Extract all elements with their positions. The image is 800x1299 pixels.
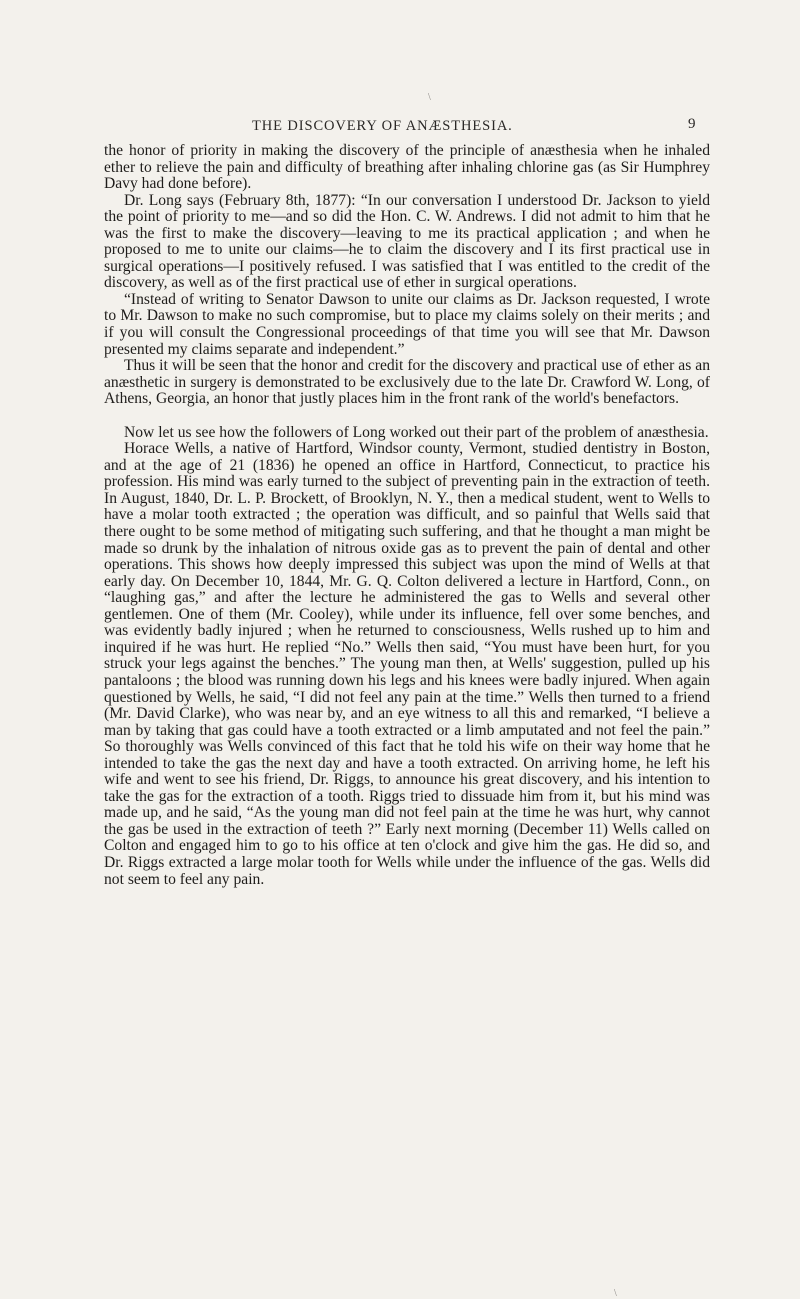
paragraph: Now let us see how the followers of Long worked out their part of the problem of anæsthesia. <box>124 423 709 441</box>
paragraph: Dr. Long says (February 8th, 1877): “In our conversation I understood Dr. Jackson to yield the point of priority to me—and so did the Hon. C. W. Andrews. I did not admit to him that he was the first to make the discovery—leaving to me its practical application ; and when he proposed to me to unite our claims—he to claim the discovery and I its first practical use in surgical operations—I positively refused. I was satisfied that I was entitled to the credit of the discovery, as well as of the first practical use of ether in surgical operations. <box>104 191 710 292</box>
scan-mark: \ <box>614 1288 617 1299</box>
page-number: 9 <box>688 116 696 132</box>
body-text <box>104 143 710 888</box>
running-head: THE DISCOVERY OF ANÆSTHESIA. <box>252 118 513 134</box>
paragraph: Horace Wells, a native of Hartford, Windsor county, Vermont, studied dentistry in Boston, and at the age of 21 (1836) he opened an office in Hartford, Connecticut, to practice his profession. His mind was early turned to the subject of preventing pain in the extraction of teeth. In August, 1840, Dr. L. P. Brockett, of Brooklyn, N. Y., then a medical student, went to Wells to have a molar tooth extracted ; the operation was difficult, and so painful that Wells said that there ought to be some method of mitigating such suffering, and that he thought a man might be made so drunk by the inhalation of nitrous oxide gas as to prevent the pain of dental and other operations. This shows how deeply impressed this subject was upon the mind of Wells at that early day. On December 10, 1844, Mr. G. Q. Colton delivered a lecture in Hartford, Conn., on “laughing gas,” and after the lecture he administered the gas to Wells and several other gentlemen. One of them (Mr. Cooley), while under its influence, fell over some benches, and was evidently badly injured ; when he returned to consciousness, Wells rushed up to him and inquired if he was hurt. He replied “No.” Wells then said, “You must have been hurt, for you struck your legs against the benches.” The young man then, at Wells' suggestion, pulled up his pantaloons ; the blood was running down his legs and his knees were badly injured. When again questioned by Wells, he said, “I did not feel any pain at the time.” Wells then turned to a friend (Mr. David Clarke), who was near by, and an eye witness to all this and remarked, “I believe a man by taking that gas could have a tooth extracted or a limb amputated and not feel the pain.” So thoroughly was Wells convinced of this fact that he told his wife on their way home that he intended to take the gas the next day and have a tooth extracted. On arriving home, he left his wife and went to see his friend, Dr. Riggs, to announce his great discovery, and his intention to take the gas for the extraction of a tooth. Riggs tried to dissuade him from it, but his mind was made up, and he said, “As the young man did not feel pain at the time he was hurt, why cannot the gas be used in the extraction of teeth ?” Early next morning (December 11) Wells called on Colton and engaged him to go to his office at ten o'clock and give him the gas. He did so, and Dr. Riggs extracted a large molar tooth for Wells while under the influence of the gas. Wells did not seem to feel any pain. <box>104 440 710 888</box>
scan-mark: \ <box>428 92 431 103</box>
paragraph: the honor of priority in making the discovery of the principle of anæsthesia when he inhaled ether to relieve the pain and difficulty of breathing after inhaling chlorine gas (as Sir Humphrey Davy had done before). <box>104 142 710 193</box>
paragraph: “Instead of writing to Senator Dawson to unite our claims as Dr. Jackson requested, I wrote to Mr. Dawson to make no such compromise, but to place my claims solely on their merits ; and if you will consult the Congressional proceedings of that time you will see that Mr. Dawson presented my claims separate and independent.” <box>104 290 710 358</box>
paragraph: Thus it will be seen that the honor and credit for the discovery and practical use of ether as an anæsthetic in surgery is demonstrated to be exclusively due to the late Dr. Crawford W. Long, of Athens, Georgia, an honor that justly places him in the front rank of the world's benefactors. <box>104 357 710 408</box>
